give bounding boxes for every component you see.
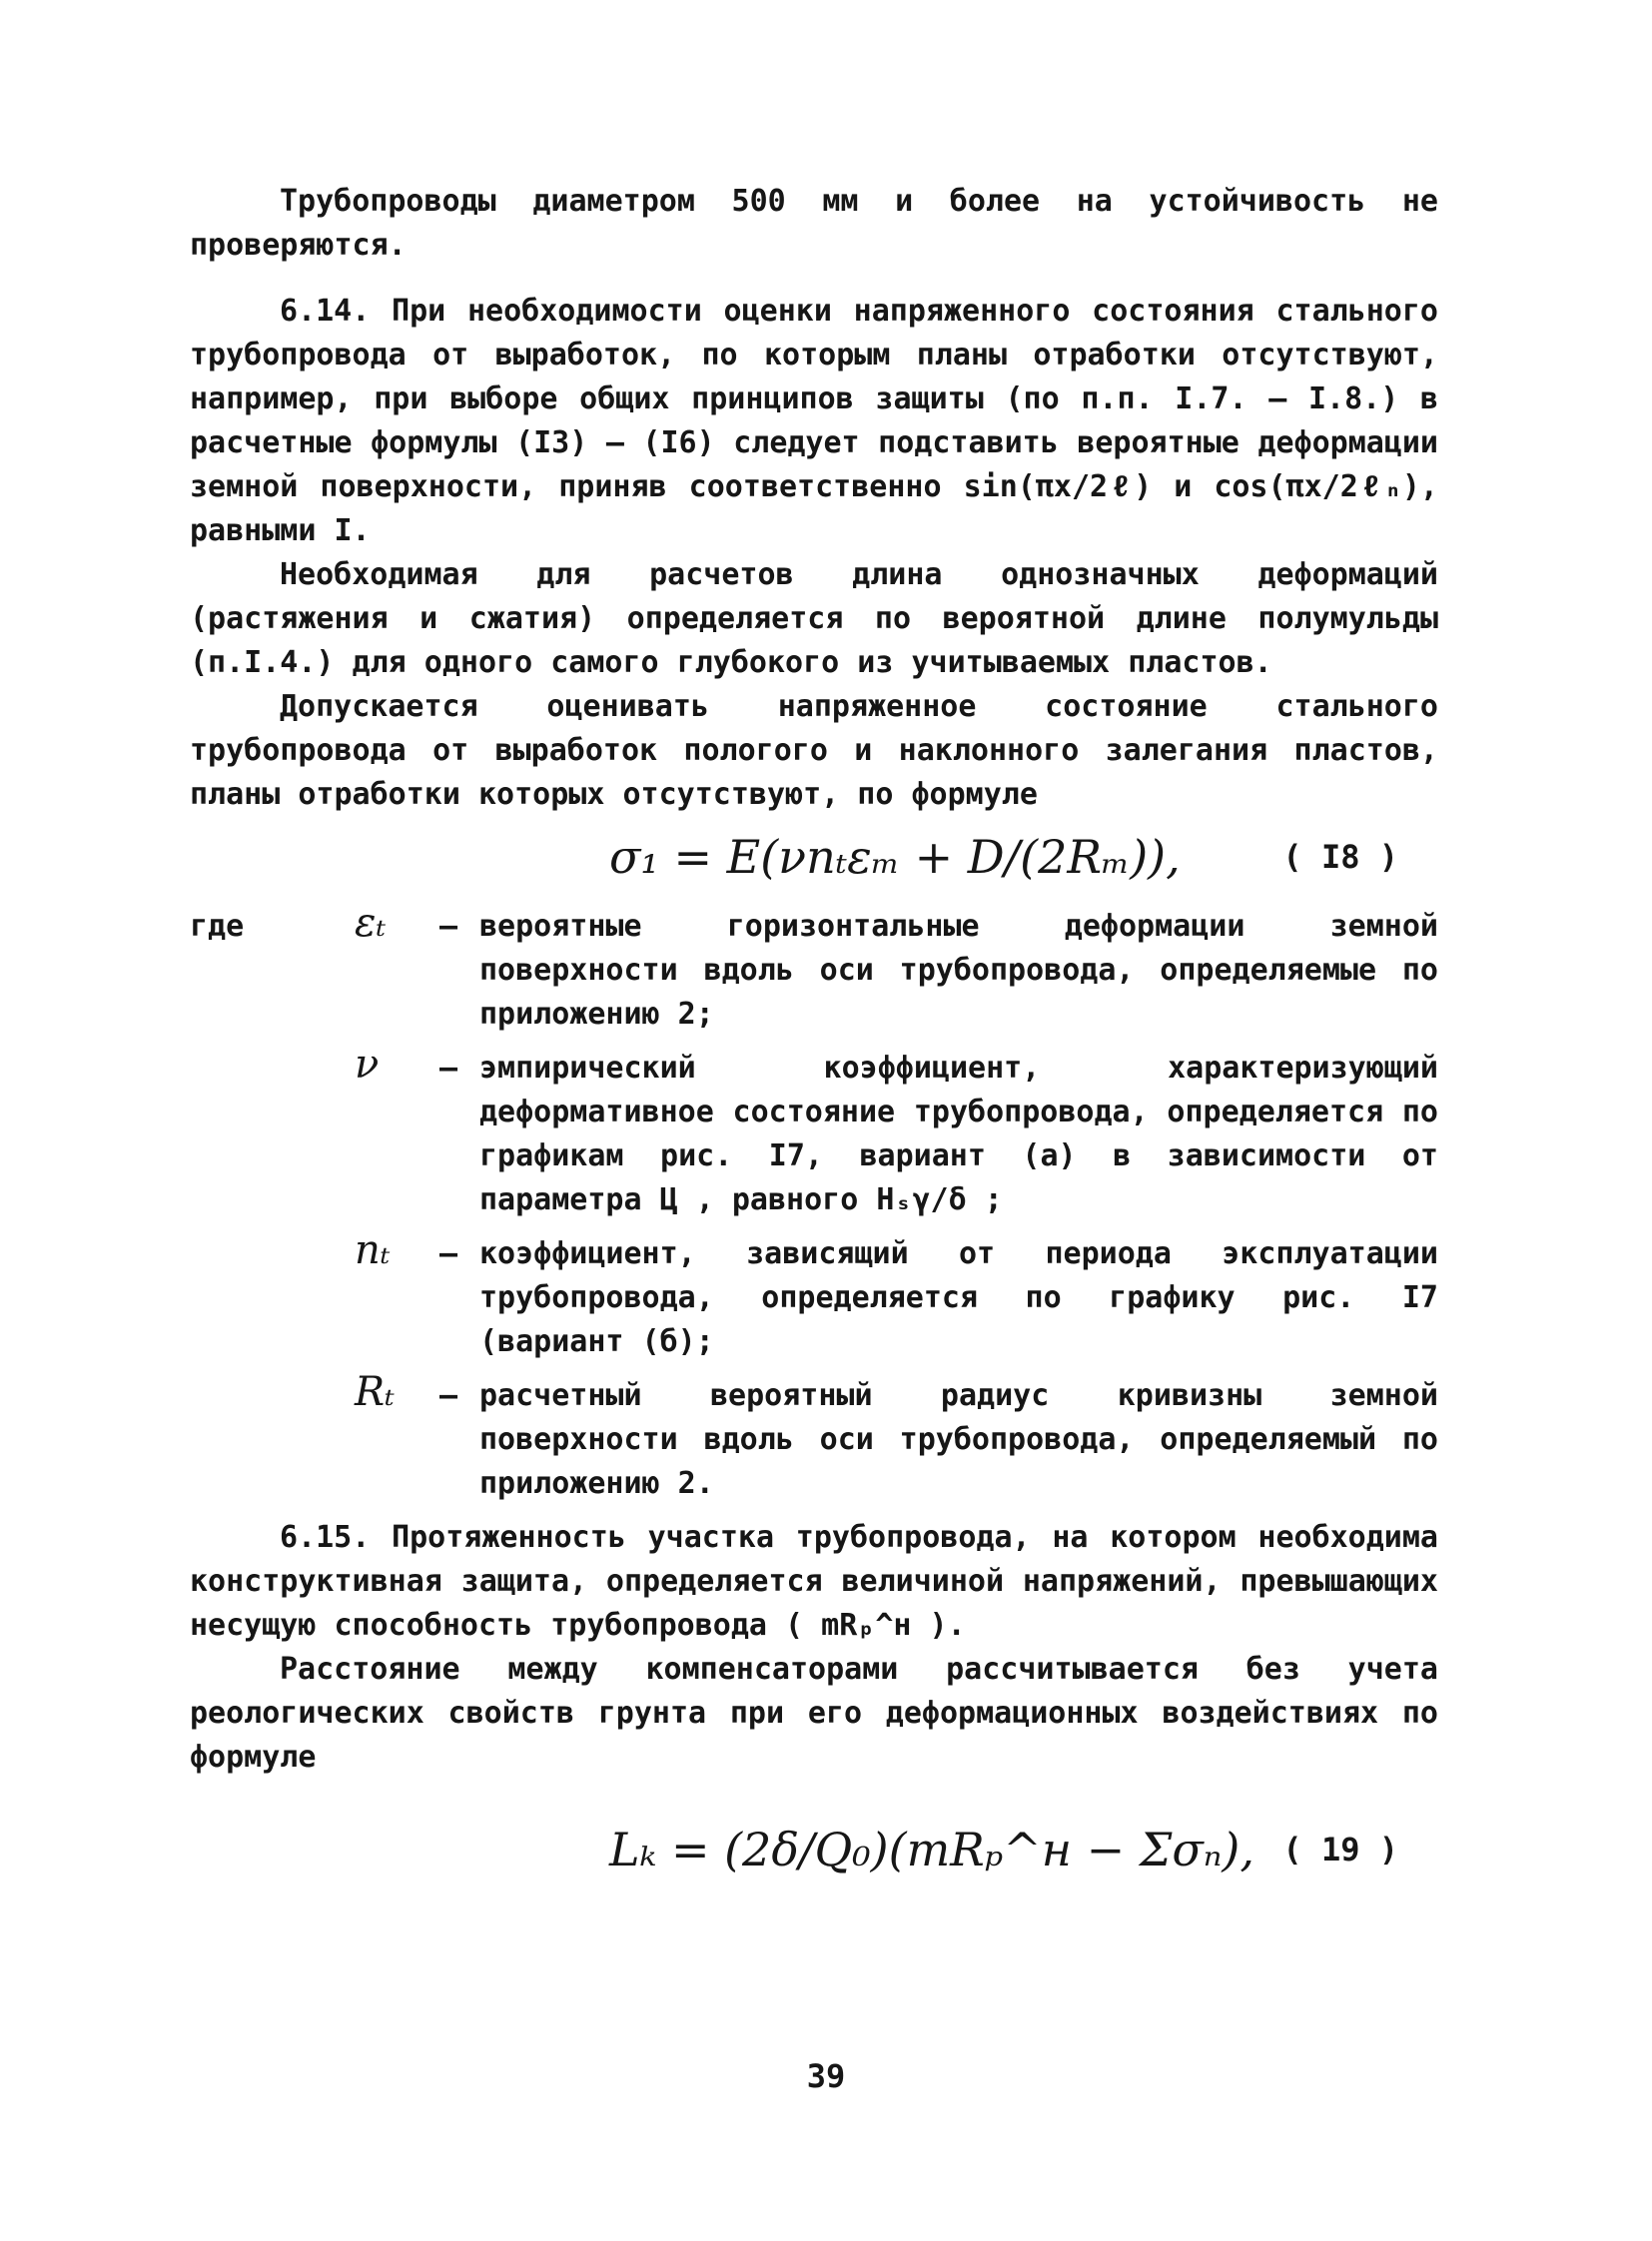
paragraph-6-14 bbox=[190, 290, 1438, 553]
where-label: где bbox=[190, 909, 245, 944]
paragraph-halfbasin-length: Необходимая для расчетов длина однозначных деформаций (растяжения и сжатия) определяется по вероятной длине полумульды (п.I.4.) для одного самого глубокого из учитываемых пластов. bbox=[190, 557, 1438, 680]
section-number-6-15: 6.15. bbox=[280, 1520, 371, 1555]
page-number: 39 bbox=[806, 2057, 846, 2095]
term-symbol: nₜ bbox=[355, 1227, 391, 1273]
paragraph-6-15 bbox=[190, 1516, 1438, 1648]
term-epsilon bbox=[190, 900, 1438, 1037]
formula-18: σ₁ = E(νnₜεₘ + D/(2Rₘ)), bbox=[609, 830, 1181, 884]
term-r bbox=[190, 1369, 1438, 1506]
term-dash: – bbox=[439, 1378, 458, 1413]
paragraph-compensators: Расстояние между компенсаторами рассчитывается без учета реологических свойств грунта при его деформационных воздействиях по формуле bbox=[190, 1652, 1438, 1775]
formula-19-number: ( 19 ) bbox=[1282, 1831, 1398, 1868]
paragraph-6-15-text: Протяженность участка трубопровода, на котором необходима конструктивная защита, определяется величиной напряжений, превышающих несущую способность трубопровода ( mRₚ^н ). bbox=[190, 1520, 1438, 1643]
paragraph-6-14-text: При необходимости оценки напряженного состояния стального трубопровода от выработок, по которым планы отработки отсутствуют, например, при выборе общих принципов защиты (по п.п. I.7. – I.8.) в расчетные формулы (I3) – (I6) следует подставить вероятные деформации земной поверхности, приняв соответственно sin(πx/2ℓ) и cos(πx/2ℓₙ), равными I. bbox=[190, 294, 1438, 548]
term-symbol: ν bbox=[355, 1042, 380, 1088]
formula-19-row bbox=[190, 1810, 1438, 1889]
term-dash: – bbox=[439, 1051, 458, 1086]
term-definition: расчетный вероятный радиус кривизны земной поверхности вдоль оси трубопровода, определяемый по приложению 2. bbox=[479, 1378, 1438, 1501]
body-text bbox=[190, 180, 1438, 1889]
formula-18-row bbox=[190, 817, 1438, 897]
formula-18-number: ( I8 ) bbox=[1282, 838, 1398, 876]
term-symbol: εₜ bbox=[355, 900, 387, 946]
paragraph-stress-assessment: Допускается оценивать напряженное состояние стального трубопровода от выработок пологого и наклонного залегания пластов, планы отработки которых отсутствуют, по формуле bbox=[190, 689, 1438, 812]
section-number-6-14: 6.14. bbox=[280, 294, 371, 329]
term-n bbox=[190, 1227, 1438, 1364]
term-definition: коэффициент, зависящий от периода эксплуатации трубопровода, определяется по графику рис. I7 (вариант (б); bbox=[479, 1236, 1438, 1359]
term-dash: – bbox=[439, 1236, 458, 1271]
term-symbol: Rₜ bbox=[355, 1369, 395, 1415]
paragraph-pipe-stability: Трубопроводы диаметром 500 мм и более на устойчивость не проверяются. bbox=[190, 184, 1438, 263]
term-definition: эмпирический коэффициент, характеризующий деформативное состояние трубопровода, определяется по графикам рис. I7, вариант (а) в зависимости от параметра Ц , равного Hₛγ/δ ; bbox=[479, 1051, 1438, 1217]
where-block bbox=[190, 900, 1438, 1506]
formula-19: Lₖ = (2δ/Q₀)(mRₚ^н − Σσₙ), bbox=[609, 1823, 1254, 1876]
term-dash: – bbox=[439, 909, 458, 944]
term-nu bbox=[190, 1042, 1438, 1222]
term-definition: вероятные горизонтальные деформации земной поверхности вдоль оси трубопровода, определяемые по приложению 2; bbox=[479, 909, 1438, 1032]
